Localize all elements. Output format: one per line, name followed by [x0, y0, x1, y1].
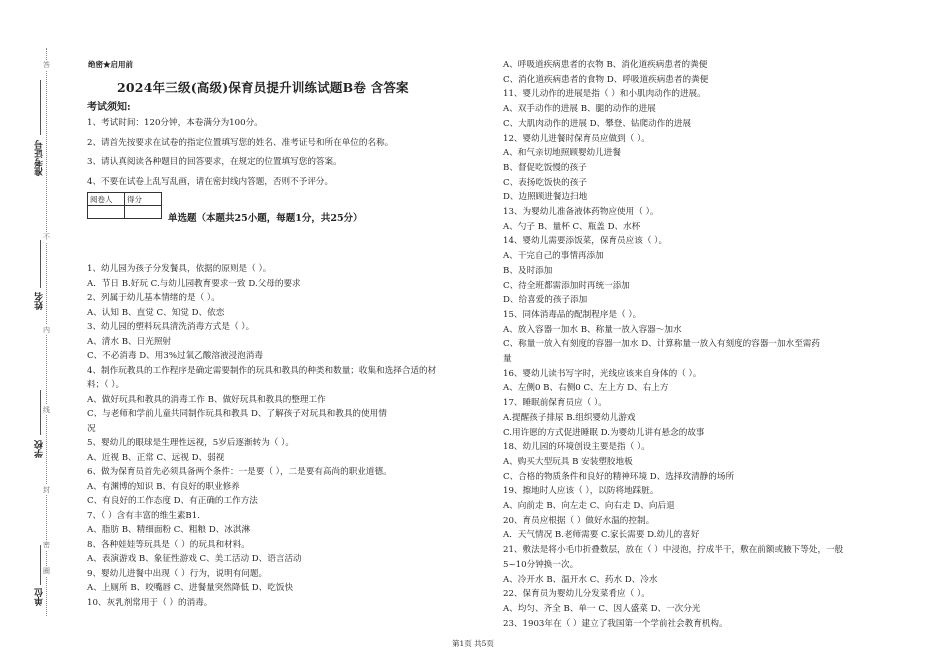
question-line: 19、擦地时人应该（ ），以防将地踩脏。 — [503, 486, 659, 497]
question-line: A.提醒孩子排尿 B.组织婴幼儿游戏 — [503, 412, 636, 423]
exam-id-line — [40, 80, 41, 135]
notice-item: 1、考试时间：120分钟，本卷满分为100分。 — [87, 118, 263, 128]
question-line: A、清水 B、日光照射 — [87, 336, 172, 347]
question-line: C、有良好的工作态度 D、有正确的工作方法 — [87, 496, 258, 506]
name-line — [40, 240, 41, 288]
score-table-blank — [88, 206, 125, 219]
question-line: 量 — [503, 354, 512, 364]
label-name: 姓名 — [35, 292, 45, 310]
question-line: 14、婴幼儿需要添饭菜，保育员应该（ ）。 — [503, 236, 668, 247]
question-line: 料；（ ）。 — [87, 380, 125, 390]
question-line: A、表演游戏 B、象征性游戏 C、美工活动 D、语言活动 — [87, 554, 302, 564]
label-school: 学校 — [35, 440, 45, 458]
notice-item: 4、不要在试卷上乱写乱画，请在密封线内答题，否则不予评分。 — [87, 177, 334, 187]
score-table-score: 得分 — [125, 193, 162, 206]
question-line: C、不必消毒 D、用3%过氧乙酸溶液浸泡消毒 — [87, 351, 263, 361]
question-line: C、称量一放入有刻度的容器一加水 D、计算称量一放入有刻度的容器一加水至需药 — [503, 339, 820, 350]
question-line: 3、幼儿园的塑料玩具清洗消毒方式是（ ）。 — [87, 322, 255, 332]
question-line: A、冷开水 B、温开水 C、药水 D、冷水 — [503, 574, 658, 585]
question-line: B、督促吃饭慢的孩子 — [503, 162, 587, 173]
notice-item: 2、请首先按要求在试卷的指定位置填写您的姓名、准考证号和所在单位的名称。 — [87, 138, 394, 148]
margin-char: 内 — [43, 326, 50, 334]
question-line: A、双手动作的进展 B、腿的动作的进展 — [503, 104, 656, 115]
question-line: 20、育员应根据（ ）做好水温的控制。 — [503, 515, 655, 526]
margin-char: 线 — [43, 406, 50, 414]
question-line: A、购买大型玩具 B 安装塑胶地板 — [503, 456, 633, 467]
page-footer: 第1页 共5页 — [452, 639, 494, 648]
question-line: C、大肌肉动作的进展 D、攀登、钻爬动作的进展 — [503, 118, 692, 129]
question-line: 4、制作玩教具的工作程序是确定需要制作的玩具和教具的种类和数量；收集和选择合适的材 — [87, 365, 437, 376]
margin-char: 封 — [43, 486, 50, 494]
question-line: A、脂肪 B、精细面粉 C、粗粮 D、冰淇淋 — [87, 525, 251, 535]
question-line: 5、婴幼儿的眼球是生理性远视，5岁后逐渐转为（ ）。 — [87, 438, 295, 448]
score-table-grader: 阅卷人 — [88, 193, 125, 206]
question-line: A、干完自己的事情再添加 — [503, 251, 604, 262]
question-line: 8、各种娃娃等玩具是（ ）的玩具和材料。 — [87, 539, 250, 550]
section-title: 单选题（本题共25小题，每题1分，共25分） — [168, 213, 363, 224]
question-line: A、做好玩具和教具的消毒工作 B、做好玩具和教具的整理工作 — [87, 394, 326, 405]
question-line: A、放入容器一加水 B、称量一放入容器～加水 — [503, 324, 682, 335]
question-line: A、均匀、齐全 B、单一 C、因人盛菜 D、一次分光 — [503, 603, 701, 614]
question-line: 5~10分钟换一次。 — [503, 559, 579, 570]
question-line: A、呼吸道疾病患者的衣物 B、消化道疾病患者的粪便 — [503, 60, 708, 70]
question-line: A、认知 B、直觉 C、知觉 D、依恋 — [87, 307, 225, 318]
question-line: A．节日 B.好玩 C.与幼儿园教育要求一致 D.父母的要求 — [87, 278, 301, 289]
question-line: 22、保育员为婴幼儿分发菜肴应（ ）。 — [503, 589, 650, 600]
question-line: 23、1903年在（ ）建立了我国第一个学前社会教育机构。 — [503, 618, 728, 629]
question-line: C、合格的物质条件和良好的精神环境 D、选择玫清静的场所 — [503, 471, 735, 482]
question-line: C、与老师和学前儿童共同制作玩具和教具 D、了解孩子对玩具和教具的使用情 — [87, 409, 387, 419]
question-line: A、勺子 B、量杯 C、瓶盖 D、水杯 — [503, 221, 641, 232]
notice-item: 3、请认真阅读各种题目的回答要求，在规定的位置填写您的答案。 — [87, 157, 342, 167]
question-line: C、表扬吃饭快的孩子 — [503, 177, 587, 188]
question-line: 13、为婴幼儿准备液体药物应使用（ ）。 — [503, 207, 659, 217]
question-line: A、有渊博的知识 B、有良好的职业修养 — [87, 481, 240, 492]
page-title: 2024年三级(高级)保育员提升训练试题B卷 含答案 — [117, 80, 409, 95]
margin-char: 圈 — [43, 567, 50, 575]
question-line: 12、婴幼儿进餐时保育员应做到（ ）。 — [503, 133, 650, 144]
question-line: 11、婴儿动作的进展是指（ ）和小肌肉动作的进展。 — [503, 89, 706, 100]
question-line: 1、幼儿园为孩子分发餐具，依据的原则是（ ）。 — [87, 264, 272, 274]
question-line: A．天气情况 B.老师需要 C.家长需要 D.幼儿的喜好 — [503, 530, 700, 541]
notice-heading: 考试须知: — [87, 102, 131, 113]
score-table — [87, 192, 162, 219]
question-line: A、上厕所 B、咬嘴唇 C、进餐量突然降低 D、吃饭快 — [87, 583, 294, 593]
question-line: 21、敷法是将小毛巾折叠数层，放在（ ）中浸泡，拧成半干，敷在前额或腋下等处，一般 — [503, 545, 844, 556]
question-line: 6、做为保育员首先必须具备两个条件：一是要（ ），二是要有高尚的职业道德。 — [87, 467, 392, 477]
question-line: C、待全班都需添加时再统一添加 — [503, 280, 630, 291]
score-table-blank — [125, 206, 162, 219]
label-unit: 单位 — [35, 588, 45, 606]
school-line — [40, 390, 41, 435]
question-line: A、和气亲切地照顾婴幼儿进餐 — [503, 148, 621, 159]
question-line: D、边照顾进餐边扫地 — [503, 192, 588, 203]
question-line: 17、睡眠前保育员应（ ）。 — [503, 398, 607, 409]
question-line: 10、灰乳剂常用于（ ）的消毒。 — [87, 597, 213, 608]
question-line: C、消化道疾病患者的食物 D、呼吸道疾病患者的粪便 — [503, 74, 709, 85]
question-line: A、近视 B、正常 C、远视 D、弱视 — [87, 452, 225, 463]
question-line: D、给喜爱的孩子添加 — [503, 295, 588, 306]
question-line: C.用许愿的方式促进睡眠 D.为婴幼儿讲有悬念的故事 — [503, 427, 705, 438]
question-line: 9、婴幼儿进餐中出现（ ）行为，说明有问题。 — [87, 568, 268, 579]
question-line: 16、婴幼儿读书写字时，光线应该来自身体的（ ）。 — [503, 368, 702, 379]
question-line: B、及时添加 — [503, 265, 553, 276]
question-line: A、左侧0 B、右侧0 C、左上方 D、右上方 — [503, 383, 669, 394]
question-line: A、向前走 B、向左走 C、向右走 D、向后退 — [503, 501, 675, 511]
label-exam-id: 准考证号 — [35, 140, 45, 176]
question-line: 2、列属于幼儿基本情绪的是（ ）。 — [87, 293, 220, 303]
question-line: 7、（ ）含有丰富的维生素B1. — [87, 510, 200, 521]
margin-char: 答 — [43, 61, 50, 69]
question-line: 18、幼儿园的环境创设主要是指（ ）。 — [503, 442, 650, 453]
question-line: 15、同体消毒品的配制程序是（ ）。 — [503, 309, 642, 320]
question-line: 况 — [87, 423, 96, 434]
margin-char: 不 — [43, 233, 50, 241]
margin-char: 密 — [43, 541, 50, 549]
secret-mark: 绝密★启用前 — [88, 60, 133, 69]
unit-line — [40, 545, 41, 585]
